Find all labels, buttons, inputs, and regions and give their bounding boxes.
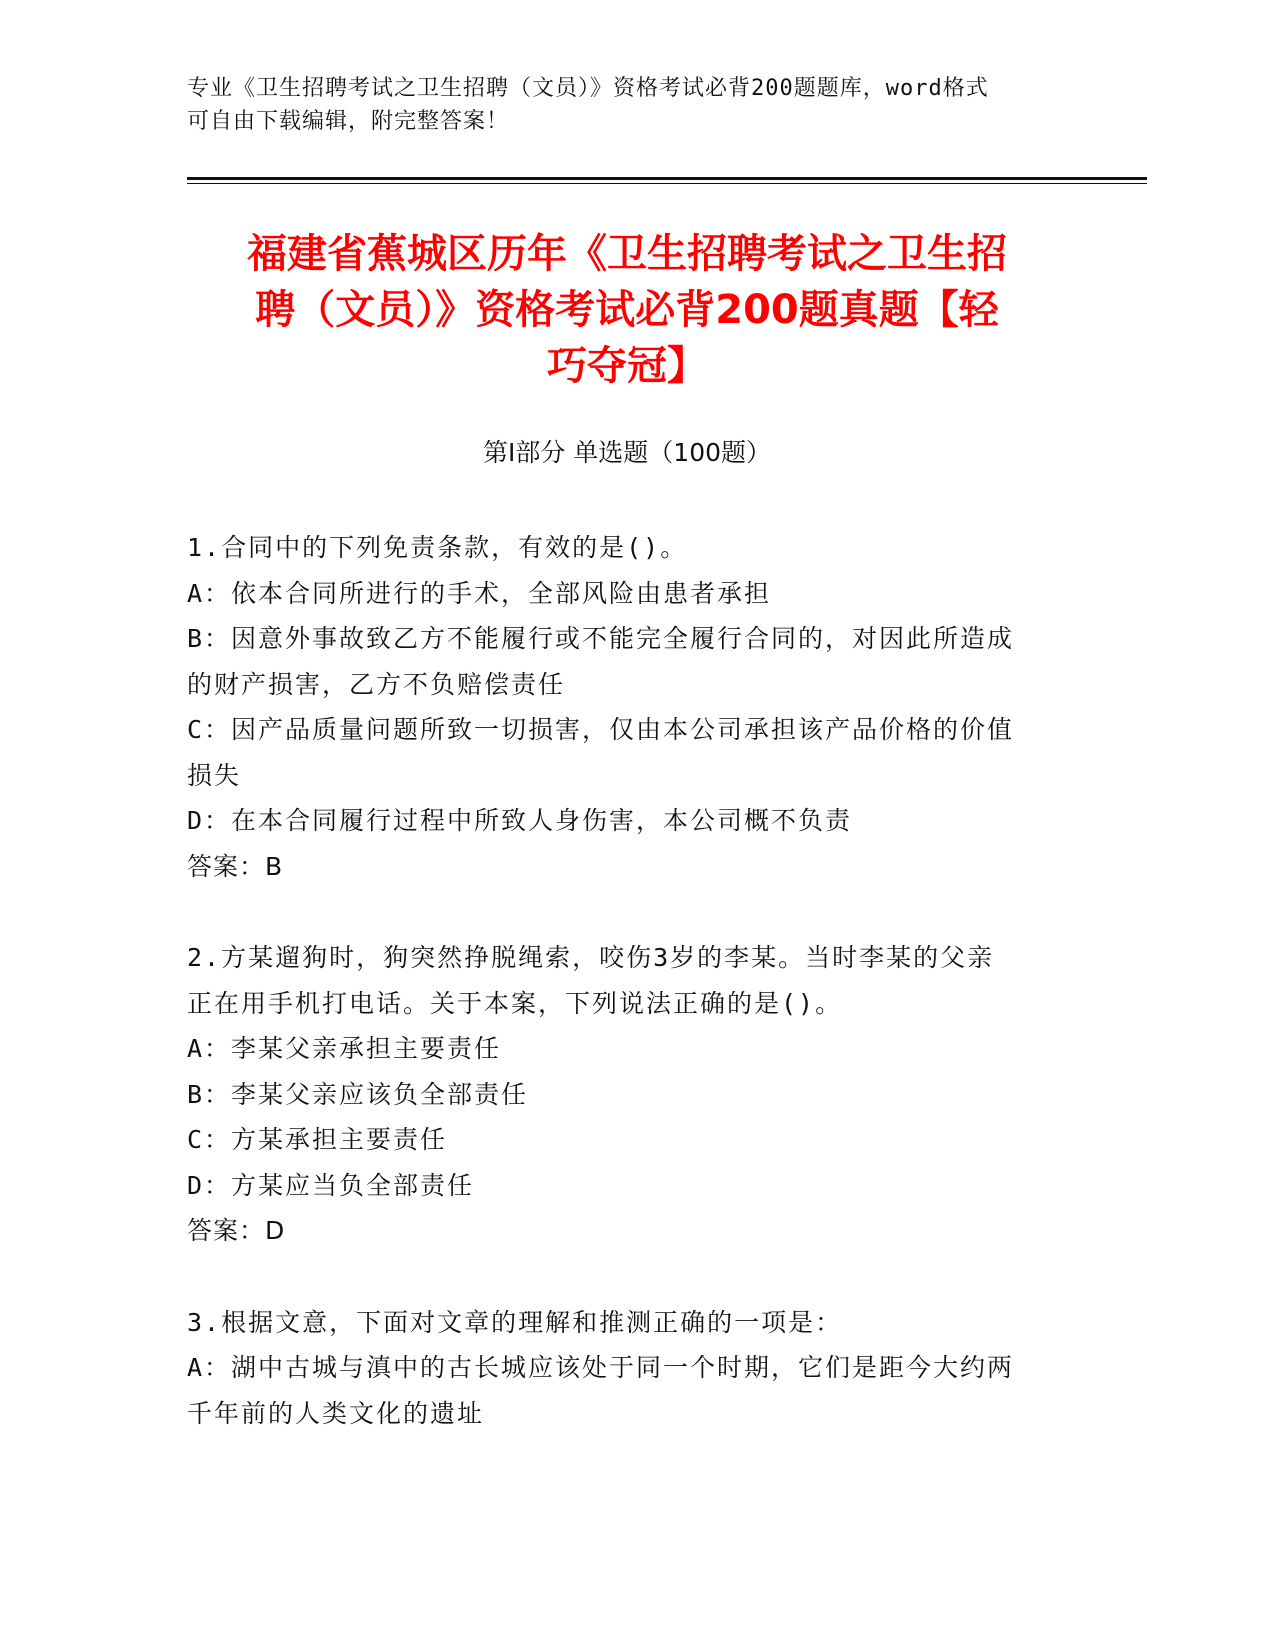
question-stem: 1.合同中的下列免责条款，有效的是()。: [187, 533, 688, 562]
option-c: [187, 707, 1067, 798]
option-a: [187, 1026, 1067, 1072]
option-c: [187, 1117, 1067, 1163]
question-block: [187, 525, 1067, 889]
answer-line: 答案：B: [187, 851, 284, 881]
question-block: [187, 935, 1067, 1254]
question-stem: 2.方某遛狗时，狗突然挣脱绳索，咬伤3岁的李某。当时李某的父亲: [187, 943, 995, 972]
question-spacer: [187, 889, 1067, 935]
option-text: D：在本合同履行过程中所致人身伤害，本公司概不负责: [187, 806, 853, 835]
header-note-line: 可自由下载编辑，附完整答案！: [187, 109, 510, 134]
option-text: B：李某父亲应该负全部责任: [187, 1079, 529, 1109]
title-line: 聘（文员）》资格考试必背200题真题【轻: [255, 287, 999, 333]
option-text: C：因产品质量问题所致一切损害，仅由本公司承担该产品价格的价值: [187, 715, 1015, 744]
option-b: [187, 1072, 1067, 1118]
question-stem: 正在用手机打电话。关于本案，下列说法正确的是()。: [187, 988, 843, 1018]
header-divider-thin: [187, 183, 1147, 184]
question-spacer: [187, 1254, 1067, 1300]
option-d: [187, 1163, 1067, 1209]
option-d: [187, 798, 1067, 844]
answer-line: 答案：D: [187, 1216, 286, 1245]
option-text: 的财产损害，乙方不负赔偿责任: [187, 669, 566, 699]
title-line: 福建省蕉城区历年《卫生招聘考试之卫生招: [247, 231, 1007, 277]
title-line: 巧夺冠】: [547, 343, 707, 389]
option-text: 千年前的人类文化的遗址: [187, 1398, 485, 1428]
question-list: [187, 525, 1067, 1436]
option-text: D：方某应当负全部责任: [187, 1170, 475, 1200]
question-block: [187, 1300, 1067, 1437]
option-a: [187, 1345, 1067, 1436]
option-text: A：依本合同所进行的手术，全部风险由患者承担: [187, 578, 772, 608]
option-text: A：湖中古城与滇中的古长城应该处于同一个时期，它们是距今大约两: [187, 1353, 1015, 1382]
header-divider-thick: [187, 177, 1147, 180]
section-heading: 第Ⅰ部分 单选题（100题）: [482, 438, 772, 467]
option-text: 损失: [187, 760, 242, 790]
option-text: B：因意外事故致乙方不能履行或不能完全履行合同的，对因此所造成: [187, 624, 1015, 653]
header-note: [187, 72, 1067, 138]
option-text: A：李某父亲承担主要责任: [187, 1034, 502, 1063]
header-note-line: 专业《卫生招聘考试之卫生招聘（文员）》资格考试必背200题题库，word格式: [187, 76, 989, 101]
option-b: [187, 616, 1067, 707]
option-a: [187, 571, 1067, 617]
document-title: [187, 226, 1067, 394]
question-stem: 3.根据文意，下面对文章的理解和推测正确的一项是：: [187, 1307, 843, 1337]
option-text: C：方某承担主要责任: [187, 1125, 448, 1154]
